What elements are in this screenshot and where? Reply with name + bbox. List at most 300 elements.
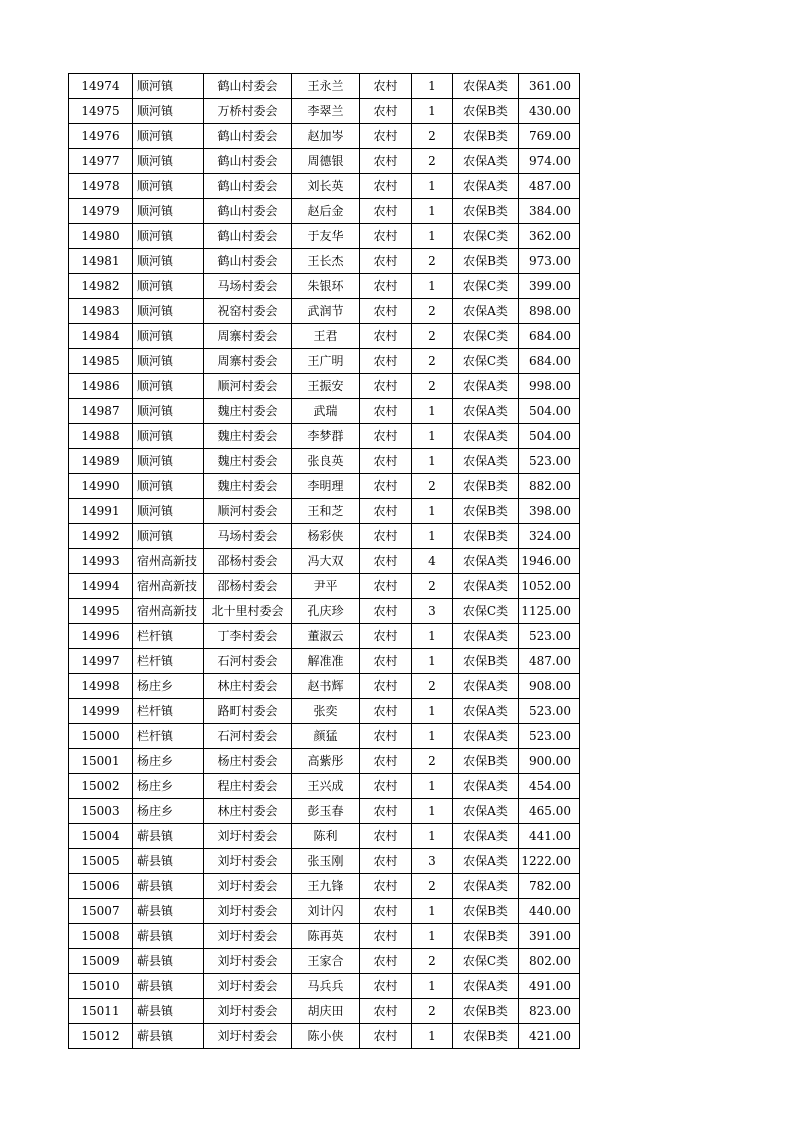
village-committee-cell: 顺河村委会 <box>204 499 292 524</box>
insurance-category-cell: 农保A类 <box>453 424 519 449</box>
household-type-cell: 农村 <box>360 224 412 249</box>
amount-cell: 900.00 <box>519 749 580 774</box>
person-name-cell: 陈小侠 <box>292 1024 360 1049</box>
village-committee-cell: 鹤山村委会 <box>204 224 292 249</box>
amount-cell: 487.00 <box>519 174 580 199</box>
village-committee-cell: 顺河村委会 <box>204 374 292 399</box>
member-count-cell: 1 <box>412 274 453 299</box>
member-count-cell: 3 <box>412 849 453 874</box>
village-committee-cell: 鹤山村委会 <box>204 149 292 174</box>
town-cell: 顺河镇 <box>133 399 204 424</box>
record-id-cell: 14976 <box>69 124 133 149</box>
insurance-category-cell: 农保A类 <box>453 174 519 199</box>
person-name-cell: 高紫彤 <box>292 749 360 774</box>
town-cell: 栏杆镇 <box>133 624 204 649</box>
village-committee-cell: 鹤山村委会 <box>204 124 292 149</box>
insurance-category-cell: 农保B类 <box>453 749 519 774</box>
insurance-category-cell: 农保C类 <box>453 224 519 249</box>
town-cell: 顺河镇 <box>133 499 204 524</box>
insurance-category-cell: 农保A类 <box>453 799 519 824</box>
record-id-cell: 15001 <box>69 749 133 774</box>
town-cell: 蕲县镇 <box>133 824 204 849</box>
amount-cell: 1052.00 <box>519 574 580 599</box>
records-table-body <box>69 74 580 1049</box>
town-cell: 顺河镇 <box>133 349 204 374</box>
household-type-cell: 农村 <box>360 674 412 699</box>
table-row <box>69 424 580 449</box>
table-row <box>69 499 580 524</box>
town-cell: 顺河镇 <box>133 74 204 99</box>
insurance-category-cell: 农保A类 <box>453 774 519 799</box>
town-cell: 栏杆镇 <box>133 649 204 674</box>
member-count-cell: 2 <box>412 874 453 899</box>
member-count-cell: 1 <box>412 99 453 124</box>
amount-cell: 782.00 <box>519 874 580 899</box>
village-committee-cell: 北十里村委会 <box>204 599 292 624</box>
town-cell: 杨庄乡 <box>133 749 204 774</box>
town-cell: 栏杆镇 <box>133 699 204 724</box>
village-committee-cell: 魏庄村委会 <box>204 474 292 499</box>
household-type-cell: 农村 <box>360 724 412 749</box>
person-name-cell: 王广明 <box>292 349 360 374</box>
household-type-cell: 农村 <box>360 299 412 324</box>
record-id-cell: 14974 <box>69 74 133 99</box>
amount-cell: 684.00 <box>519 324 580 349</box>
town-cell: 顺河镇 <box>133 424 204 449</box>
record-id-cell: 14975 <box>69 99 133 124</box>
village-committee-cell: 程庄村委会 <box>204 774 292 799</box>
household-type-cell: 农村 <box>360 774 412 799</box>
household-type-cell: 农村 <box>360 799 412 824</box>
record-id-cell: 14992 <box>69 524 133 549</box>
member-count-cell: 1 <box>412 824 453 849</box>
person-name-cell: 张玉刚 <box>292 849 360 874</box>
record-id-cell: 14998 <box>69 674 133 699</box>
person-name-cell: 赵加岑 <box>292 124 360 149</box>
household-type-cell: 农村 <box>360 549 412 574</box>
table-row <box>69 224 580 249</box>
record-id-cell: 15007 <box>69 899 133 924</box>
record-id-cell: 14979 <box>69 199 133 224</box>
amount-cell: 491.00 <box>519 974 580 999</box>
village-committee-cell: 鹤山村委会 <box>204 199 292 224</box>
member-count-cell: 1 <box>412 924 453 949</box>
member-count-cell: 2 <box>412 349 453 374</box>
person-name-cell: 胡庆田 <box>292 999 360 1024</box>
record-id-cell: 14985 <box>69 349 133 374</box>
insurance-category-cell: 农保C类 <box>453 349 519 374</box>
person-name-cell: 王和芝 <box>292 499 360 524</box>
person-name-cell: 王兴成 <box>292 774 360 799</box>
member-count-cell: 1 <box>412 799 453 824</box>
table-row <box>69 624 580 649</box>
insurance-category-cell: 农保A类 <box>453 449 519 474</box>
town-cell: 顺河镇 <box>133 149 204 174</box>
town-cell: 顺河镇 <box>133 524 204 549</box>
village-committee-cell: 刘圩村委会 <box>204 949 292 974</box>
member-count-cell: 1 <box>412 174 453 199</box>
table-row <box>69 774 580 799</box>
member-count-cell: 3 <box>412 599 453 624</box>
village-committee-cell: 刘圩村委会 <box>204 899 292 924</box>
member-count-cell: 2 <box>412 949 453 974</box>
town-cell: 顺河镇 <box>133 324 204 349</box>
record-id-cell: 14994 <box>69 574 133 599</box>
village-committee-cell: 刘圩村委会 <box>204 849 292 874</box>
record-id-cell: 15000 <box>69 724 133 749</box>
amount-cell: 523.00 <box>519 724 580 749</box>
record-id-cell: 14978 <box>69 174 133 199</box>
town-cell: 蕲县镇 <box>133 974 204 999</box>
amount-cell: 684.00 <box>519 349 580 374</box>
member-count-cell: 1 <box>412 224 453 249</box>
member-count-cell: 2 <box>412 124 453 149</box>
member-count-cell: 1 <box>412 699 453 724</box>
amount-cell: 998.00 <box>519 374 580 399</box>
amount-cell: 823.00 <box>519 999 580 1024</box>
town-cell: 杨庄乡 <box>133 774 204 799</box>
amount-cell: 504.00 <box>519 399 580 424</box>
town-cell: 蕲县镇 <box>133 899 204 924</box>
insurance-category-cell: 农保B类 <box>453 499 519 524</box>
insurance-category-cell: 农保A类 <box>453 849 519 874</box>
person-name-cell: 王家合 <box>292 949 360 974</box>
record-id-cell: 15004 <box>69 824 133 849</box>
insurance-category-cell: 农保B类 <box>453 924 519 949</box>
household-type-cell: 农村 <box>360 399 412 424</box>
table-row <box>69 549 580 574</box>
table-row <box>69 574 580 599</box>
table-row <box>69 724 580 749</box>
household-type-cell: 农村 <box>360 474 412 499</box>
amount-cell: 802.00 <box>519 949 580 974</box>
person-name-cell: 武润节 <box>292 299 360 324</box>
town-cell: 蕲县镇 <box>133 849 204 874</box>
record-id-cell: 14982 <box>69 274 133 299</box>
person-name-cell: 王君 <box>292 324 360 349</box>
town-cell: 杨庄乡 <box>133 799 204 824</box>
town-cell: 蕲县镇 <box>133 949 204 974</box>
amount-cell: 898.00 <box>519 299 580 324</box>
insurance-category-cell: 农保B类 <box>453 249 519 274</box>
member-count-cell: 4 <box>412 549 453 574</box>
town-cell: 顺河镇 <box>133 124 204 149</box>
member-count-cell: 1 <box>412 774 453 799</box>
table-row <box>69 149 580 174</box>
insurance-category-cell: 农保B类 <box>453 474 519 499</box>
person-name-cell: 李翠兰 <box>292 99 360 124</box>
table-row <box>69 924 580 949</box>
insurance-category-cell: 农保A类 <box>453 374 519 399</box>
amount-cell: 523.00 <box>519 624 580 649</box>
record-id-cell: 14981 <box>69 249 133 274</box>
record-id-cell: 14983 <box>69 299 133 324</box>
member-count-cell: 2 <box>412 299 453 324</box>
town-cell: 蕲县镇 <box>133 1024 204 1049</box>
village-committee-cell: 祝窑村委会 <box>204 299 292 324</box>
record-id-cell: 14993 <box>69 549 133 574</box>
village-committee-cell: 石河村委会 <box>204 649 292 674</box>
amount-cell: 523.00 <box>519 449 580 474</box>
amount-cell: 361.00 <box>519 74 580 99</box>
record-id-cell: 15012 <box>69 1024 133 1049</box>
table-row <box>69 649 580 674</box>
insurance-category-cell: 农保A类 <box>453 824 519 849</box>
household-type-cell: 农村 <box>360 424 412 449</box>
record-id-cell: 14986 <box>69 374 133 399</box>
table-row <box>69 674 580 699</box>
table-row <box>69 899 580 924</box>
amount-cell: 441.00 <box>519 824 580 849</box>
village-committee-cell: 马场村委会 <box>204 524 292 549</box>
insurance-category-cell: 农保A类 <box>453 974 519 999</box>
record-id-cell: 15002 <box>69 774 133 799</box>
person-name-cell: 王九锋 <box>292 874 360 899</box>
table-row <box>69 699 580 724</box>
table-row <box>69 199 580 224</box>
table-row <box>69 824 580 849</box>
insurance-category-cell: 农保A类 <box>453 624 519 649</box>
village-committee-cell: 周寨村委会 <box>204 324 292 349</box>
table-row <box>69 399 580 424</box>
household-type-cell: 农村 <box>360 374 412 399</box>
person-name-cell: 王永兰 <box>292 74 360 99</box>
member-count-cell: 1 <box>412 74 453 99</box>
household-type-cell: 农村 <box>360 974 412 999</box>
amount-cell: 1946.00 <box>519 549 580 574</box>
person-name-cell: 陈利 <box>292 824 360 849</box>
amount-cell: 523.00 <box>519 699 580 724</box>
town-cell: 宿州高新技 <box>133 549 204 574</box>
town-cell: 宿州高新技 <box>133 574 204 599</box>
village-committee-cell: 刘圩村委会 <box>204 924 292 949</box>
member-count-cell: 1 <box>412 199 453 224</box>
amount-cell: 1125.00 <box>519 599 580 624</box>
person-name-cell: 马兵兵 <box>292 974 360 999</box>
household-type-cell: 农村 <box>360 874 412 899</box>
member-count-cell: 1 <box>412 399 453 424</box>
amount-cell: 973.00 <box>519 249 580 274</box>
household-type-cell: 农村 <box>360 999 412 1024</box>
table-row <box>69 449 580 474</box>
village-committee-cell: 魏庄村委会 <box>204 424 292 449</box>
insurance-category-cell: 农保A类 <box>453 399 519 424</box>
town-cell: 顺河镇 <box>133 474 204 499</box>
table-row <box>69 299 580 324</box>
person-name-cell: 王振安 <box>292 374 360 399</box>
town-cell: 顺河镇 <box>133 374 204 399</box>
household-type-cell: 农村 <box>360 574 412 599</box>
record-id-cell: 14997 <box>69 649 133 674</box>
village-committee-cell: 林庄村委会 <box>204 799 292 824</box>
village-committee-cell: 魏庄村委会 <box>204 449 292 474</box>
village-committee-cell: 鹤山村委会 <box>204 249 292 274</box>
insurance-category-cell: 农保C类 <box>453 274 519 299</box>
town-cell: 顺河镇 <box>133 299 204 324</box>
insurance-category-cell: 农保C类 <box>453 599 519 624</box>
amount-cell: 421.00 <box>519 1024 580 1049</box>
town-cell: 顺河镇 <box>133 224 204 249</box>
insurance-category-cell: 农保C类 <box>453 324 519 349</box>
table-row <box>69 124 580 149</box>
household-type-cell: 农村 <box>360 649 412 674</box>
amount-cell: 391.00 <box>519 924 580 949</box>
household-type-cell: 农村 <box>360 699 412 724</box>
table-row <box>69 849 580 874</box>
amount-cell: 465.00 <box>519 799 580 824</box>
person-name-cell: 赵后金 <box>292 199 360 224</box>
person-name-cell: 武瑞 <box>292 399 360 424</box>
amount-cell: 384.00 <box>519 199 580 224</box>
amount-cell: 454.00 <box>519 774 580 799</box>
member-count-cell: 1 <box>412 524 453 549</box>
town-cell: 蕲县镇 <box>133 874 204 899</box>
member-count-cell: 1 <box>412 499 453 524</box>
person-name-cell: 杨彩侠 <box>292 524 360 549</box>
household-type-cell: 农村 <box>360 499 412 524</box>
insurance-category-cell: 农保B类 <box>453 649 519 674</box>
record-id-cell: 14977 <box>69 149 133 174</box>
town-cell: 栏杆镇 <box>133 724 204 749</box>
insurance-category-cell: 农保A类 <box>453 74 519 99</box>
amount-cell: 504.00 <box>519 424 580 449</box>
person-name-cell: 董淑云 <box>292 624 360 649</box>
person-name-cell: 尹平 <box>292 574 360 599</box>
amount-cell: 908.00 <box>519 674 580 699</box>
amount-cell: 399.00 <box>519 274 580 299</box>
village-committee-cell: 鹤山村委会 <box>204 74 292 99</box>
insurance-category-cell: 农保B类 <box>453 524 519 549</box>
person-name-cell: 彭玉春 <box>292 799 360 824</box>
member-count-cell: 2 <box>412 999 453 1024</box>
village-committee-cell: 路町村委会 <box>204 699 292 724</box>
person-name-cell: 冯大双 <box>292 549 360 574</box>
amount-cell: 398.00 <box>519 499 580 524</box>
insurance-category-cell: 农保C类 <box>453 949 519 974</box>
record-id-cell: 14999 <box>69 699 133 724</box>
household-type-cell: 农村 <box>360 274 412 299</box>
record-id-cell: 15011 <box>69 999 133 1024</box>
household-type-cell: 农村 <box>360 99 412 124</box>
village-committee-cell: 林庄村委会 <box>204 674 292 699</box>
table-row <box>69 174 580 199</box>
village-committee-cell: 万桥村委会 <box>204 99 292 124</box>
town-cell: 杨庄乡 <box>133 674 204 699</box>
village-committee-cell: 刘圩村委会 <box>204 974 292 999</box>
person-name-cell: 李梦群 <box>292 424 360 449</box>
member-count-cell: 1 <box>412 449 453 474</box>
member-count-cell: 2 <box>412 149 453 174</box>
person-name-cell: 赵书辉 <box>292 674 360 699</box>
table-row <box>69 249 580 274</box>
insurance-category-cell: 农保B类 <box>453 899 519 924</box>
record-id-cell: 15010 <box>69 974 133 999</box>
table-row <box>69 274 580 299</box>
village-committee-cell: 石河村委会 <box>204 724 292 749</box>
record-id-cell: 14996 <box>69 624 133 649</box>
table-row <box>69 374 580 399</box>
record-id-cell: 14980 <box>69 224 133 249</box>
household-type-cell: 农村 <box>360 524 412 549</box>
amount-cell: 882.00 <box>519 474 580 499</box>
amount-cell: 440.00 <box>519 899 580 924</box>
insurance-category-cell: 农保B类 <box>453 999 519 1024</box>
household-type-cell: 农村 <box>360 849 412 874</box>
town-cell: 宿州高新技 <box>133 599 204 624</box>
household-type-cell: 农村 <box>360 899 412 924</box>
household-type-cell: 农村 <box>360 949 412 974</box>
village-committee-cell: 刘圩村委会 <box>204 1024 292 1049</box>
insurance-category-cell: 农保A类 <box>453 724 519 749</box>
table-row <box>69 874 580 899</box>
insurance-category-cell: 农保A类 <box>453 299 519 324</box>
record-id-cell: 14991 <box>69 499 133 524</box>
record-id-cell: 15003 <box>69 799 133 824</box>
amount-cell: 487.00 <box>519 649 580 674</box>
town-cell: 顺河镇 <box>133 449 204 474</box>
household-type-cell: 农村 <box>360 924 412 949</box>
table-row <box>69 74 580 99</box>
table-row <box>69 474 580 499</box>
record-id-cell: 14988 <box>69 424 133 449</box>
record-id-cell: 14987 <box>69 399 133 424</box>
household-type-cell: 农村 <box>360 174 412 199</box>
insurance-category-cell: 农保A类 <box>453 674 519 699</box>
record-id-cell: 14995 <box>69 599 133 624</box>
record-id-cell: 15006 <box>69 874 133 899</box>
amount-cell: 324.00 <box>519 524 580 549</box>
member-count-cell: 2 <box>412 474 453 499</box>
member-count-cell: 2 <box>412 574 453 599</box>
household-type-cell: 农村 <box>360 449 412 474</box>
table-row <box>69 324 580 349</box>
insurance-category-cell: 农保A类 <box>453 549 519 574</box>
insurance-category-cell: 农保A类 <box>453 574 519 599</box>
household-type-cell: 农村 <box>360 149 412 174</box>
person-name-cell: 解准准 <box>292 649 360 674</box>
household-type-cell: 农村 <box>360 624 412 649</box>
town-cell: 顺河镇 <box>133 199 204 224</box>
village-committee-cell: 魏庄村委会 <box>204 399 292 424</box>
town-cell: 蕲县镇 <box>133 924 204 949</box>
insurance-category-cell: 农保B类 <box>453 199 519 224</box>
village-committee-cell: 周寨村委会 <box>204 349 292 374</box>
amount-cell: 769.00 <box>519 124 580 149</box>
person-name-cell: 周德银 <box>292 149 360 174</box>
person-name-cell: 刘长英 <box>292 174 360 199</box>
member-count-cell: 1 <box>412 649 453 674</box>
household-type-cell: 农村 <box>360 1024 412 1049</box>
record-id-cell: 15009 <box>69 949 133 974</box>
record-id-cell: 14984 <box>69 324 133 349</box>
household-type-cell: 农村 <box>360 74 412 99</box>
household-type-cell: 农村 <box>360 124 412 149</box>
person-name-cell: 王长杰 <box>292 249 360 274</box>
record-id-cell: 15005 <box>69 849 133 874</box>
table-row <box>69 524 580 549</box>
person-name-cell: 张奕 <box>292 699 360 724</box>
village-committee-cell: 马场村委会 <box>204 274 292 299</box>
village-committee-cell: 邵杨村委会 <box>204 549 292 574</box>
member-count-cell: 1 <box>412 974 453 999</box>
household-type-cell: 农村 <box>360 324 412 349</box>
table-row <box>69 974 580 999</box>
village-committee-cell: 鹤山村委会 <box>204 174 292 199</box>
member-count-cell: 2 <box>412 374 453 399</box>
town-cell: 蕲县镇 <box>133 999 204 1024</box>
insurance-category-cell: 农保B类 <box>453 124 519 149</box>
town-cell: 顺河镇 <box>133 174 204 199</box>
